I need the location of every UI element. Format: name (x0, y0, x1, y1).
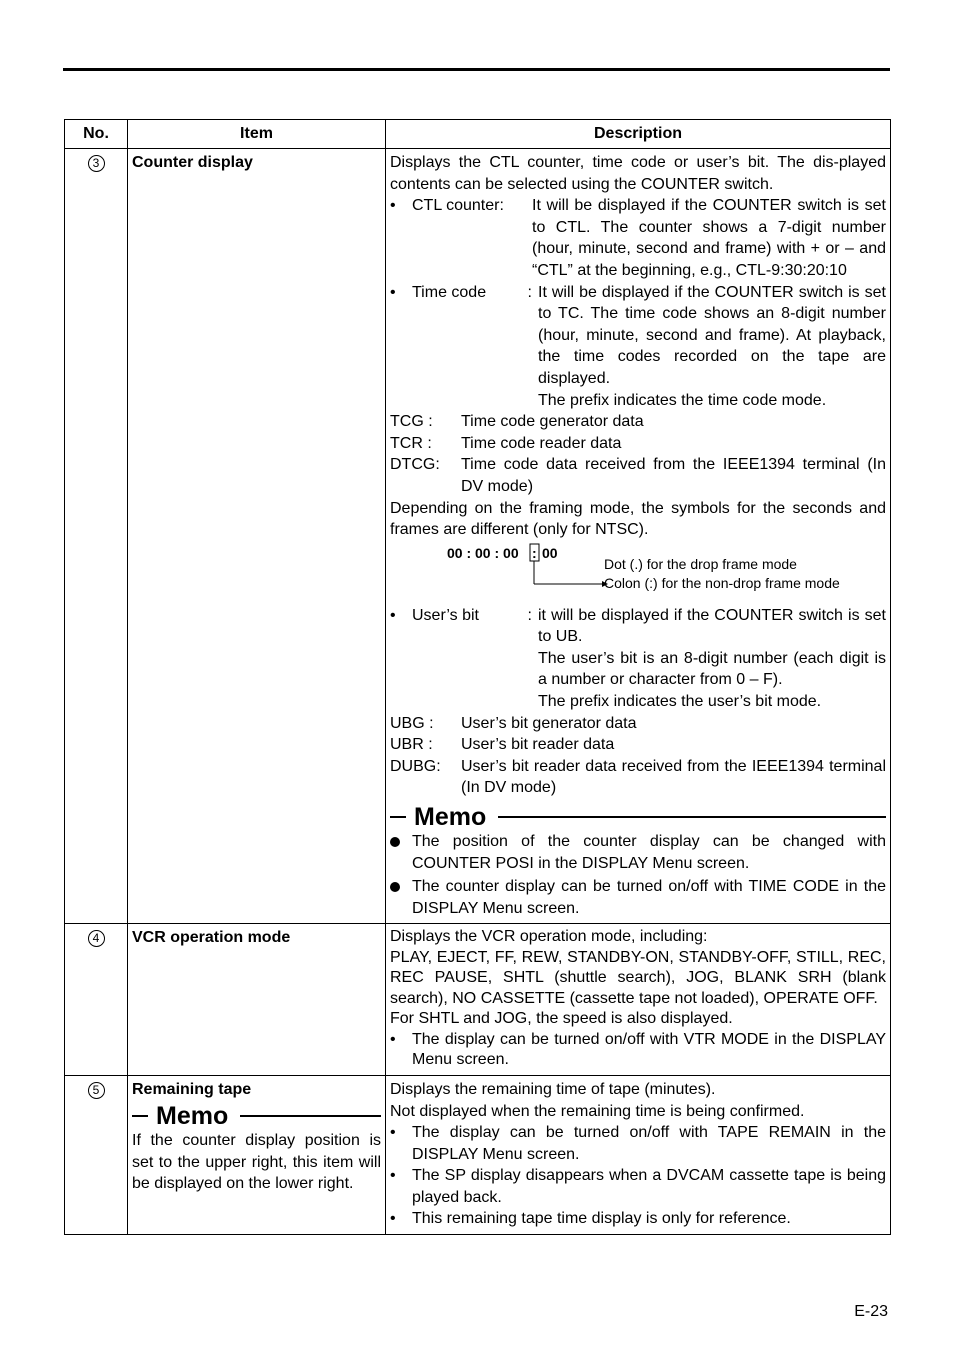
bullet-dot-icon (390, 882, 400, 892)
memo-title: Memo (414, 803, 487, 832)
list-item (390, 1208, 886, 1230)
item-text: The display can be turned on/off with VTR MODE in the DISPLAY Menu screen. (412, 1030, 886, 1069)
description-text: Displays the VCR operation mode, including: (390, 928, 708, 946)
description-text: For SHTL and JOG, the speed is also displayed. (390, 1010, 733, 1028)
header-description: Description (386, 120, 891, 149)
item-text: The display can be turned on/off with TAPE REMAIN in the DISPLAY Menu screen. (412, 1124, 886, 1163)
page-number: E-23 (854, 1303, 888, 1320)
item-text: This remaining tape time display is only for reference. (412, 1210, 791, 1228)
item-title: Remaining tape (132, 1080, 252, 1098)
bullet-icon: • (390, 606, 396, 624)
table-header-row (65, 120, 891, 149)
memo-title: Memo (156, 1101, 229, 1130)
item-cell (128, 924, 386, 1076)
description-cell (386, 1075, 891, 1234)
framing-text: Depending on the framing mode, the symbols for the seconds and frames are different (only for NTSC). (390, 499, 886, 539)
table-row (65, 149, 891, 924)
bullet-icon: • (390, 1124, 396, 1142)
memo-text: The position of the counter display can be changed with COUNTER POSI in the DISPLAY Menu screen. (412, 833, 886, 872)
item-text: It will be displayed if the COUNTER switch is set to CTL. The counter shows a 7-digit number (hour, minute, second and frame) with + or – and “CTL” at the beginning, e.g., CTL-9:30:20:10 (532, 197, 886, 279)
description-text: Not displayed when the remaining time is being confirmed. (390, 1102, 805, 1120)
prefix-row: UBR : User’s bit reader data (390, 736, 615, 754)
item-text: it will be displayed if the COUNTER switch is set to UB. The user’s bit is an 8-digit number (each digit is a number or character from 0 – F). The prefix indicates the user’s bit mode. (538, 606, 886, 711)
timecode-left: 00 : 00 : 00 (447, 544, 519, 561)
timecode-diagram (390, 541, 886, 605)
memo-item (390, 831, 886, 874)
memo-dash (132, 1115, 148, 1117)
memo-rule (498, 816, 886, 818)
item-label: User’s bit : (412, 606, 532, 624)
row-number-cell (65, 924, 128, 1076)
prefix-row: TCR : Time code reader data (390, 434, 622, 452)
memo-dash (390, 816, 406, 818)
memo-text: If the counter display position is set to the upper right, this item will be displayed on the lower right. (132, 1131, 381, 1193)
description-text: Displays the CTL counter, time code or user’s bit. The dis-played contents can be selected using the COUNTER switch. (390, 154, 886, 193)
bullet-icon: • (390, 1167, 396, 1185)
bullet-dot-icon (390, 837, 400, 847)
list-item (390, 1030, 886, 1071)
prefix-list (390, 713, 886, 799)
prefix-row: UBG : User’s bit generator data (390, 714, 637, 732)
timecode-diagram-svg (390, 541, 886, 605)
row-number-cell (65, 1075, 128, 1234)
item-text: It will be displayed if the COUNTER switch is set to TC. The time code shows an 8-digit number (hour, minute, second and frame). At playback, the time codes recorded on the tape are displayed. The prefix indicates the time code mode. (538, 283, 886, 409)
memo-heading (390, 803, 886, 831)
memo-item (390, 876, 886, 919)
memo-text: The counter display can be turned on/off with TIME CODE in the DISPLAY Menu screen. (412, 878, 886, 917)
description-cell (386, 149, 891, 924)
bullet-icon: • (390, 283, 396, 301)
header-no: No. (65, 120, 128, 149)
list-item (390, 1122, 886, 1165)
timecode-right: 00 (542, 544, 558, 561)
item-label: CTL counter: (412, 197, 504, 215)
row-number: 4 (88, 930, 105, 947)
bullet-icon: • (390, 1210, 396, 1228)
memo-heading (132, 1102, 381, 1130)
prefix-row: DUBG: User’s bit reader data received from the IEEE1394 terminal (In DV mode) (390, 757, 886, 797)
list-item (390, 1165, 886, 1208)
list-item (390, 195, 886, 281)
item-label: Time code : (412, 283, 532, 301)
description-text: PLAY, EJECT, FF, REW, STANDBY-ON, STANDBY-OFF, STILL, REC, REC PAUSE, SHTL (shuttle search), JOG, BLANK SRH (blank search), NO CASSETTE (cassette tape not loaded), OPERATE OFF. (390, 948, 886, 1007)
list-item (390, 605, 886, 713)
dot-note: Dot (.) for the drop frame mode (604, 555, 797, 572)
item-cell (128, 1075, 386, 1234)
colon-note: Colon (:) for the non-drop frame mode (604, 574, 840, 591)
row-number: 3 (88, 155, 105, 172)
header-item: Item (128, 120, 386, 149)
description-cell (386, 924, 891, 1076)
row-number-cell (65, 149, 128, 924)
bullet-icon: • (390, 197, 396, 215)
row-number: 5 (88, 1082, 105, 1099)
item-title: VCR operation mode (132, 929, 291, 947)
table-row (65, 924, 891, 1076)
table-row (65, 1075, 891, 1234)
item-title: Counter display (132, 154, 253, 171)
description-text: Displays the remaining time of tape (minutes). (390, 1080, 716, 1098)
list-item (390, 282, 886, 412)
prefix-row: TCG : Time code generator data (390, 413, 644, 431)
description-table (64, 119, 891, 1235)
memo-rule (240, 1115, 381, 1117)
prefix-list (390, 411, 886, 497)
prefix-row: DTCG: Time code data received from the IEEE1394 terminal (In DV mode) (390, 456, 886, 495)
item-text: The SP display disappears when a DVCAM cassette tape is being played back. (412, 1167, 886, 1206)
timecode-separator: : (532, 544, 537, 561)
item-cell (128, 149, 386, 924)
top-rule (63, 68, 890, 71)
bullet-icon: • (390, 1030, 396, 1048)
